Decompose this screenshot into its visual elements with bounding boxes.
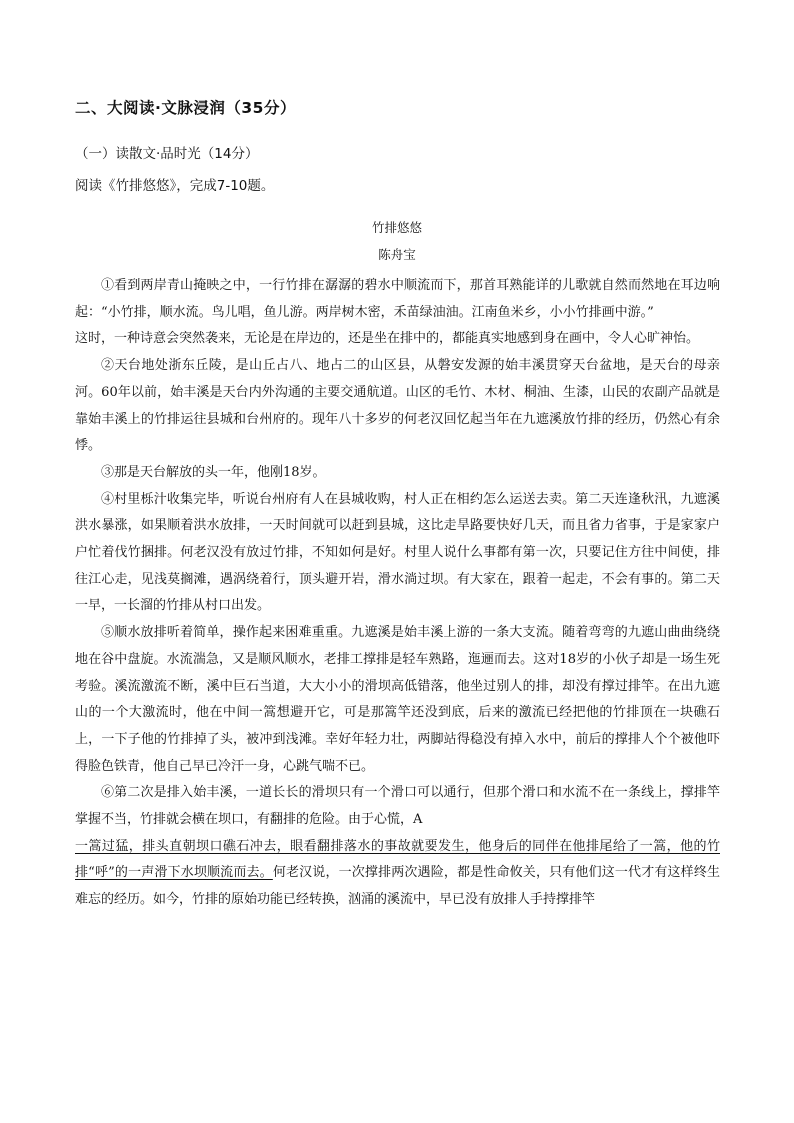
article-title: 竹排悠悠 (371, 220, 422, 235)
paragraph-2: ②天台地处浙东丘陵，是山丘占八、地占二的山区县，从磐安发源的始丰溪贯穿天台盆地，是天台的母亲河。60年以前，始丰溪是天台内外沟通的主要交通航道。山区的毛竹、木材、桐油、生漆，山民的农副产品就是靠始丰溪上的竹排运往县城和台州府的。现年八十多岁的何老汉回忆起当年在九遮溪放竹排的经历，仍然心有余悸。 (75, 358, 720, 454)
paragraph-1-continued: 这时，一种诗意会突然袭来，无论是在岸边的，还是坐在排中的，都能真实地感到身在画中，令人心旷神怡。 (75, 331, 700, 347)
article-author: 陈舟宝 (378, 247, 416, 262)
paragraph-3: ③那是天台解放的头一年，他刚18岁。 (101, 464, 326, 480)
paragraph-1: ①看到两岸青山掩映之中，一行竹排在潺潺的碧水中顺流而下，那首耳熟能详的儿歌就自然而然地在耳边响起：“小竹排，顺水流。鸟儿唱，鱼儿游。两岸树木密，禾苗绿油油。江南鱼米乡，小小竹排画中游。” (75, 278, 720, 320)
paragraph-5: ⑤顺水放排听着简单，操作起来困难重重。九遮溪是始丰溪上游的一条大支流。随着弯弯的九遮山曲曲绕绕地在谷中盘旋。水流湍急，又是顺风顺水，老排工撑排是轻车熟路，迤逦而去。这对18岁的小伙子却是一场生死考验。溪流激流不断，溪中巨石当道，大大小小的滑坝高低错落，他坐过别人的排，却没有撑过排竿。在出九遮山的一个大激流时，他在中间一篙想避开它，可是那篙竿还没到底，后来的激流已经把他的竹排顶在一块礁石上，一下子他的竹排掉了头，被冲到浅滩。幸好年轻力壮，两脚站得稳没有掉入水中，前后的撑排人个个被他吓得脸色铁青，他自己早已冷汗一身，心跳气喘不已。 (75, 625, 720, 774)
paragraph-4: ④村里栎汁收集完毕，听说台州府有人在县城收购，村人正在相约怎么运送去卖。第二天连逢秋汛，九遮溪洪水暴涨，如果顺着洪水放排，一天时间就可以赶到县城，这比走旱路要快好几天，而且省力省事，于是家家户户忙着伐竹捆排。何老汉没有放过竹排，不知如何是好。村里人说什么事都有第一次，只要记住方往中间使，排往江心走，见浅莫搁滩，遇涡绕着行，顶头避开岩，滑水淌过坝。有大家在，跟着一起走，不会有事的。第二天一早，一长溜的竹排从村口出发。 (75, 491, 720, 614)
sub-heading: （一）读散文·品时光（14分） (75, 146, 259, 162)
reading-instruction: 阅读《竹排悠悠》，完成7-10题。 (75, 178, 275, 194)
article-body (75, 273, 720, 914)
underlined-passage: 一篙过猛，排头直朝坝口礁石冲去，眼看翻排落水的事故就要发生，他身后的同伴在他排尾给了一篙，他的竹排“呼”的一声滑下水坝顺流而去。 (75, 838, 720, 881)
paragraph-6-start: ⑥第二次是排入始丰溪，一道长长的滑坝只有一个滑口可以通行，但那个滑口和水流不在一条线上，撑排竿掌握不当，竹排就会横在坝口，有翻排的危险。由于心慌，A (75, 785, 720, 828)
section-heading: 二、大阅读·文脉浸润（35分） (75, 99, 296, 117)
paragraph-6 (75, 780, 720, 914)
paragraph-6-end: 何老汉说，一次撑排两次遇险，都是性命攸关，只有他们这一代才有这样终生难忘的经历。如今，竹排的原始功能已经转换，汹涌的溪流中，早已没有放排人手持撑排竿 (75, 865, 720, 908)
